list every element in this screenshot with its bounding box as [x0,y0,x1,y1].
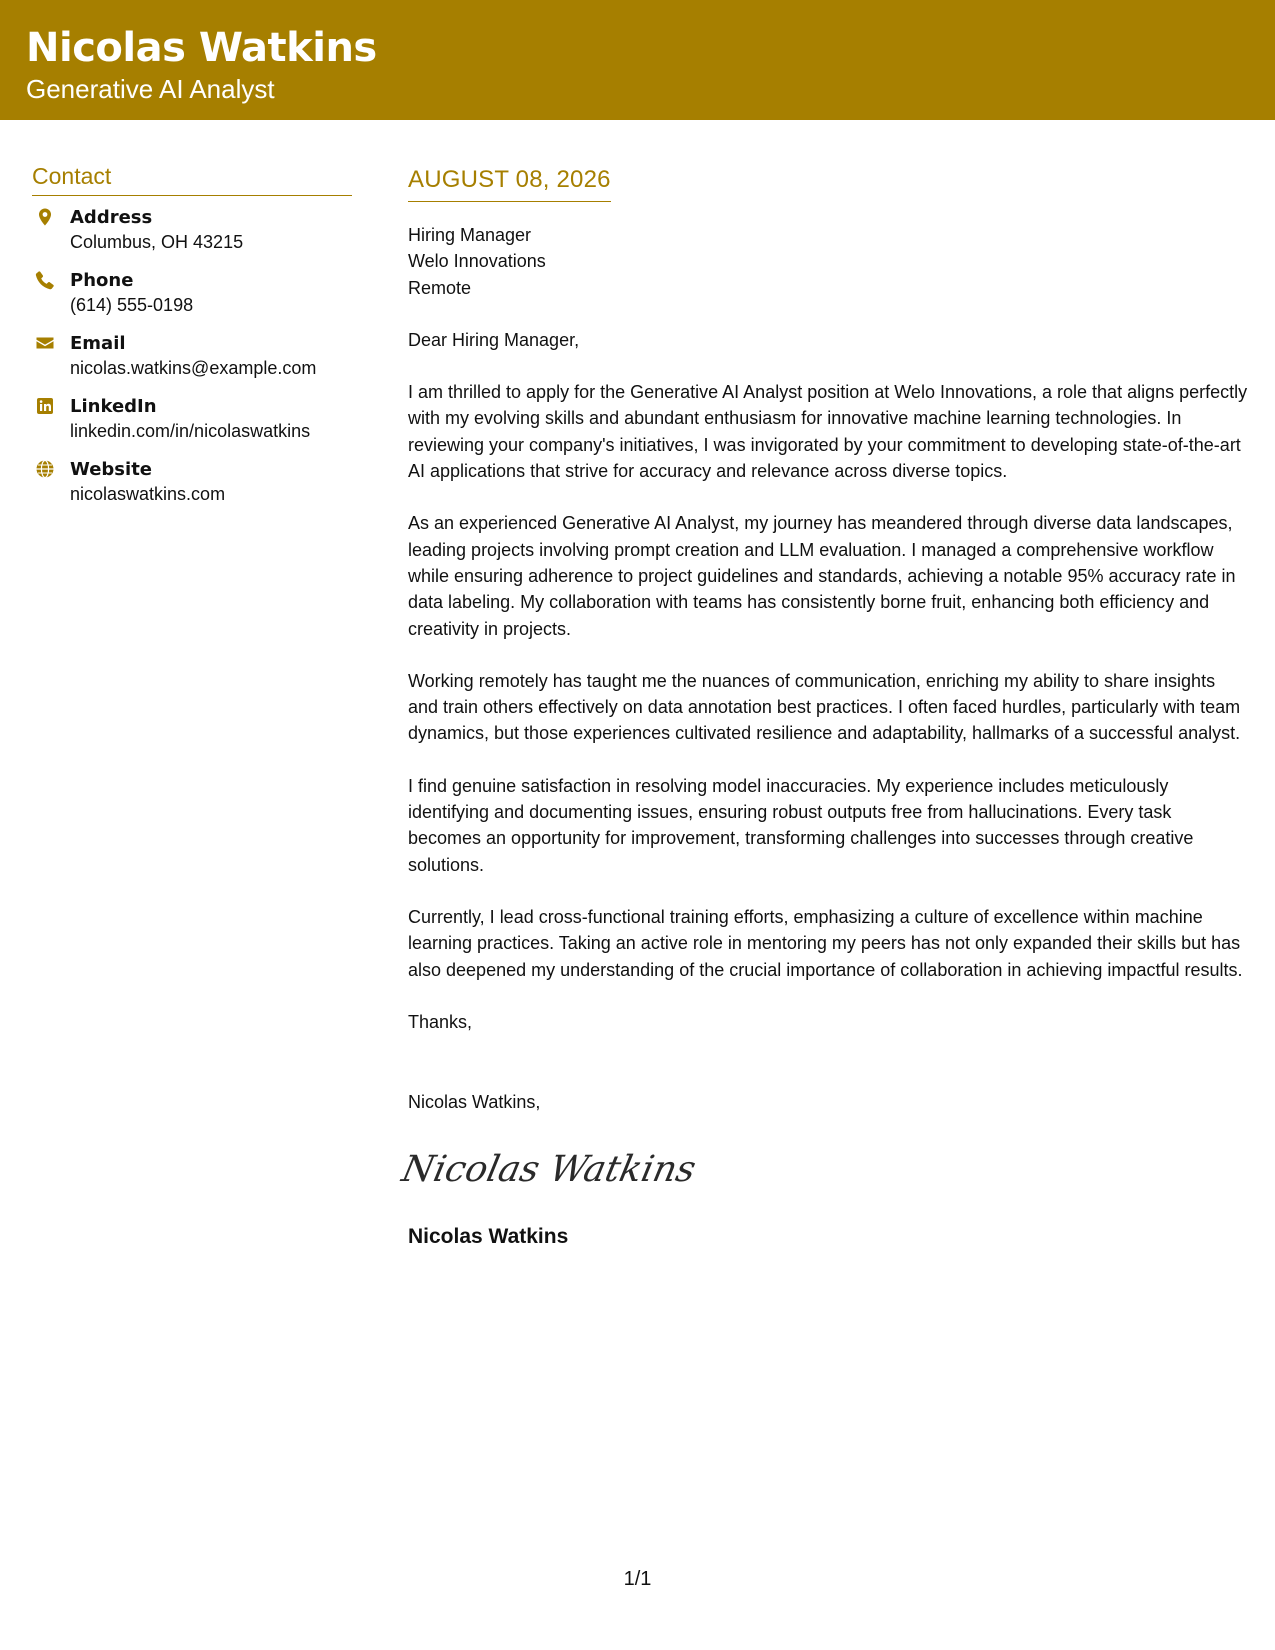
contact-item-linkedin [32,395,352,445]
contact-label: Phone [70,270,134,291]
contact-label: LinkedIn [70,396,157,417]
contact-item-phone [32,269,352,319]
letter-paragraph: As an experienced Generative AI Analyst, my journey has meandered through diverse data landscapes, leading projects involving prompt creation and LLM evaluation. I managed a comprehensive workflow while ensuring adherence to project guidelines and standards, achieving a notable 95% accuracy rate in data labeling. My collaboration with teams has consistently borne fruit, enhancing both efficiency and creativity in projects. [408,513,1236,639]
contact-value: Columbus, OH 43215 [70,232,244,252]
signoff: Nicolas Watkins, [408,1092,541,1113]
map-pin-icon [35,207,55,227]
contact-value: (614) 555-0198 [70,295,194,315]
page-number: 1/1 [623,1568,652,1590]
signature-text: Nicolas Watkins [398,1147,700,1191]
contact-list [32,206,352,508]
contact-value: linkedin.com/in/nicolaswatkins [70,421,311,441]
recipient-line: Remote [408,277,472,298]
envelope-icon [35,333,55,353]
recipient-line: Welo Innovations [408,251,546,272]
contact-label: Website [70,459,153,480]
contact-value: nicolas.watkins@example.com [70,358,317,378]
letter-paragraph: Currently, I lead cross-functional training efforts, emphasizing a culture of excellence within machine learning practices. Taking an active role in mentoring my peers has not only expanded their skills but has also deepened my understanding of the crucial importance of collaboration in achieving impactful results. [408,906,1243,980]
handwritten-signature [398,1135,1248,1199]
recipient-line: Hiring Manager [408,225,532,245]
letter-paragraph: I am thrilled to apply for the Generative AI Analyst position at Welo Innovations, a role that aligns perfectly with my evolving skills and abundant enthusiasm for innovative machine learning technologies. In reviewing your company's initiatives, I was invigorated by your commitment to developing state-of-the-art AI applications that strive for accuracy and relevance across diverse topics. [408,382,1248,482]
header-banner [0,0,1275,120]
salutation: Dear Hiring Manager, [408,329,580,350]
letter-date: AUGUST 08, 2026 [408,164,611,202]
closing: Thanks, [408,1011,473,1032]
contact-label: Address [70,207,153,228]
contact-section-title: Contact [32,160,352,196]
signature-name: Nicolas Watkins [408,1225,569,1249]
cover-letter [398,164,1248,1251]
contact-label: Email [70,333,126,354]
letter-paragraph: Working remotely has taught me the nuances of communication, enriching my ability to share insights and train others effectively on data annotation best practices. I often faced hurdles, particularly with team dynamics, but those experiences cultivated resilience and adaptability, hallmarks of a successful analyst. [408,670,1241,744]
contact-item-website [32,458,352,508]
contact-item-address [32,206,352,256]
recipient-block [408,222,1248,301]
contact-item-email [32,332,352,382]
letter-paragraph: I find genuine satisfaction in resolving model inaccuracies. My experience includes meticulously identifying and documenting issues, ensuring robust outputs free from hallucinations. Every task becomes an opportunity for improvement, transforming challenges into successes through creative solutions. [408,775,1194,875]
contact-value: nicolaswatkins.com [70,484,226,504]
linkedin-icon [35,396,55,416]
globe-icon [35,459,55,479]
applicant-title: Generative AI Analyst [26,74,275,104]
applicant-name: Nicolas Watkins [26,25,377,71]
contact-sidebar [32,160,352,521]
phone-icon [35,270,55,290]
